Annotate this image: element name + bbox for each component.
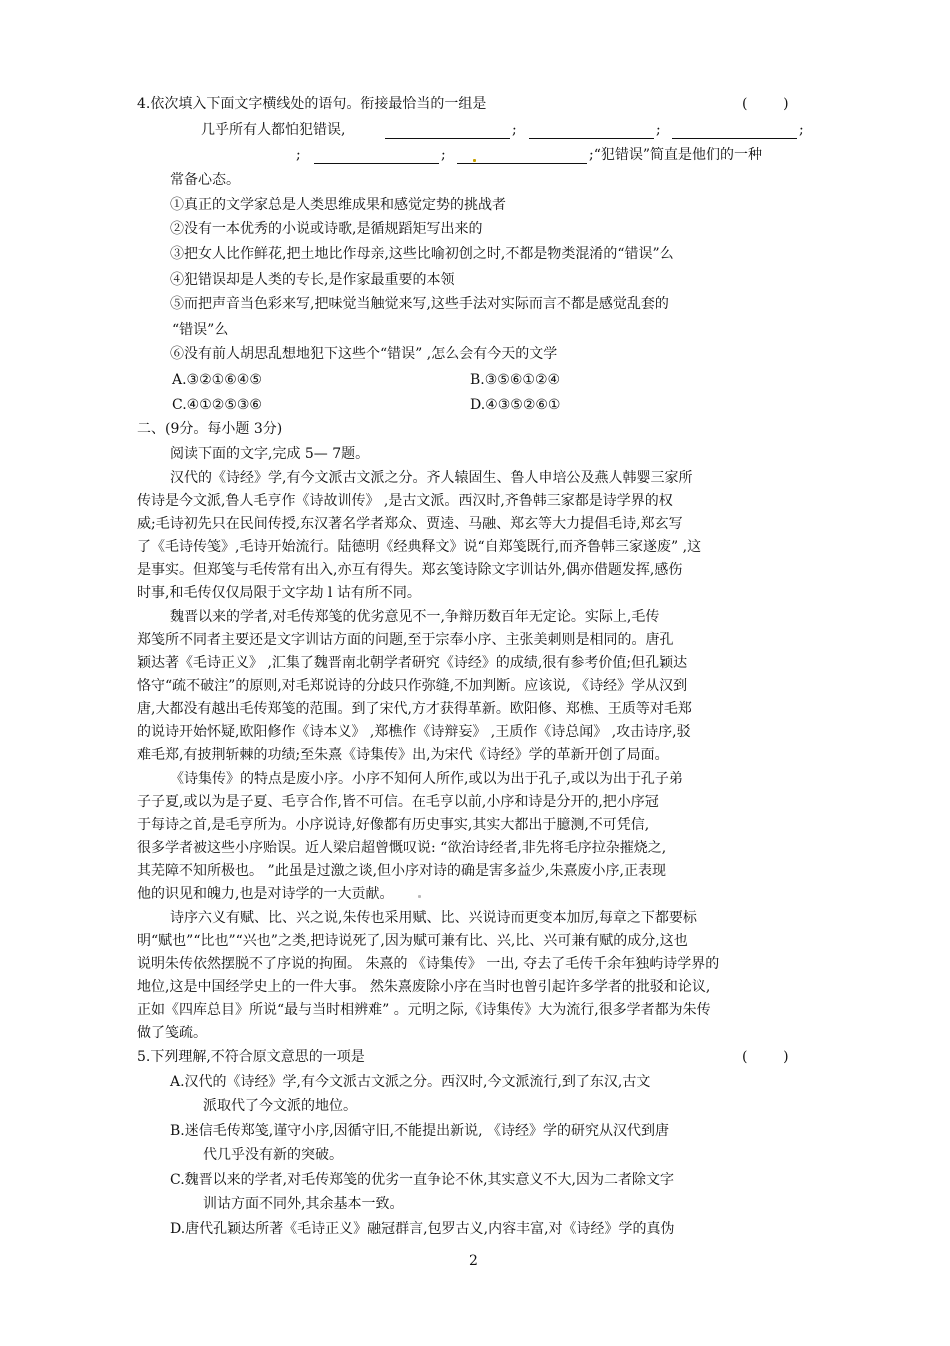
passage-line: 其芜障不知所极也。 ”此虽是过激之谈,但小序对诗的确是害多益少,朱熹废小序,正表现 (137, 863, 666, 879)
passage-line: 是事实。但郑笺与毛传常有出入,亦互有得失。郑玄笺诗除文字训诂外,偶亦借题发挥,感伤 (137, 562, 683, 578)
passage-line: 颖达著《毛诗正义》 ,汇集了魏晋南北朝学者研究《诗经》的成绩,很有参考价值;但孔颖达 (137, 655, 688, 671)
passage-line: 唐,大都没有越出毛传郑笺的范围。到了宋代,方才获得革新。欧阳修、郑樵、王质等对毛郑 (137, 701, 692, 717)
passage-line: 地位,这是中国经学史上的一件大事。 然朱熹废除小序在当时也曾引起许多学者的批驳和论议, (137, 979, 711, 995)
passage-line: 《诗集传》的特点是废小序。小序不知何人所作,或以为出于孔子,或以为出于孔子弟 (170, 771, 683, 787)
q5-option-b[interactable]: B.迷信毛传郑笺,谨守小序,因循守旧,不能提出新说, 《诗经》学的研究从汉代到唐 (170, 1123, 669, 1139)
passage-line: 正如《四库总目》所说“最与当时相辨难” 。元明之际,《诗集传》大为流行,很多学者都为朱传 (137, 1002, 711, 1018)
q4-option-1: ①真正的文学家总是人类思维成果和感觉定势的挑战者 (170, 197, 506, 213)
passage-line: 郑笺所不同者主要还是文字训诂方面的问题,至于宗奉小序、主张美刺则是相同的。唐孔 (137, 632, 674, 648)
q4-choice-a[interactable]: A.③②①⑥④⑤ (172, 372, 262, 388)
q4-stem: 4.依次填入下面文字横线处的语句。衔接最恰当的一组是 (137, 96, 487, 112)
q4-choice-c[interactable]: C.④①②⑤③⑥ (172, 397, 262, 413)
passage-line: 难毛郑,有披荆斩棘的功绩;至朱熹《诗集传》出,为宋代《诗经》学的革新开创了局面。 (137, 747, 669, 763)
q4-sep-2: ; (656, 122, 661, 138)
q5-option-d[interactable]: D.唐代孔颖达所著《毛诗正义》融冠群言,包罗古义,内容丰富,对《诗经》学的真伪 (170, 1221, 675, 1237)
passage-line: 汉代的《诗经》学,有今文派古文派之分。齐人辕固生、鲁人申培公及燕人韩婴三家所 (170, 470, 693, 486)
section2-instruction: 阅读下面的文字,完成 5— 7题。 (170, 446, 370, 462)
q4-passage-start: 几乎所有人都怕犯错误, (201, 122, 346, 138)
q4-blank-3[interactable] (672, 124, 797, 139)
q4-tail: ;“犯错误”简直是他们的一种 (589, 147, 763, 163)
q5-option-c[interactable]: C.魏晋以来的学者,对毛传郑笺的优劣一直争论不休,其实意义不大,因为二者除文字 (170, 1172, 675, 1188)
passage-line: 说明朱传依然摆脱不了序说的拘囿。 朱熹的 《诗集传》 一出, 夺去了毛传千余年独屿诗学界的 (137, 956, 720, 972)
passage-line: 威;毛诗初先只在民间传授,东汉著名学者郑众、贾逵、马融、郑玄等大力提倡毛诗,郑玄写 (137, 516, 683, 532)
q4-option-4: ④犯错误却是人类的专长,是作家最重要的本领 (170, 272, 455, 288)
q4-option-5: ⑤而把声音当色彩来写,把味觉当触觉来写,这些手法对实际而言不都是感觉乱套的 (170, 296, 669, 312)
passage-line: 明“赋也”“比也”“兴也”之类,把诗说死了,因为赋可兼有比、兴,比、兴可兼有赋的成分,这也 (137, 933, 688, 949)
passage-line: 子子夏,或以为是子夏、毛亨合作,皆不可信。在毛亨以前,小序和诗是分开的,把小序冠 (137, 794, 659, 810)
q4-option-6: ⑥没有前人胡思乱想地犯下这些个“错误” ,怎么会有今天的文学 (170, 346, 558, 362)
passage-line: 的说诗开始怀疑,欧阳修作《诗本义》 ,郑樵作《诗辩妄》 ,王质作《诗总闻》 ,攻击诗序,驳 (137, 724, 691, 740)
passage-line: 于每诗之首,是毛亨所为。小序说诗,好像都有历史事实,其实大都出于臆测,不可凭信, (137, 817, 650, 833)
q4-option-2: ②没有一本优秀的小说或诗歌,是循规蹈矩写出来的 (170, 221, 483, 237)
q5-option-a-cont: 派取代了今文派的地位。 (203, 1098, 357, 1114)
passage-line: 了《毛诗传笺》,毛诗开始流行。陆德明《经典释文》说“自郑笺既行,而齐鲁韩三家遂废” ,这 (137, 539, 702, 555)
q5-option-a[interactable]: A.汉代的《诗经》学,有今文派古文派之分。西汉时,今文派流行,到了东汉,古文 (170, 1074, 651, 1090)
q4-sep-4: ; (296, 147, 301, 163)
q5-option-c-cont: 训诂方面不同外,其余基本一致。 (203, 1196, 404, 1212)
passage-line: 魏晋以来的学者,对毛传郑笺的优劣意见不一,争辩历数百年无定论。实际上,毛传 (170, 609, 660, 625)
q4-option-5-cont: “错误”么 (172, 322, 229, 338)
q4-passage-line-1 (201, 120, 345, 140)
passage-line: 恪守“疏不破注”的原则,对毛郑说诗的分歧只作弥缝,不加判断。应该说, 《诗经》学从汉到 (137, 678, 688, 694)
ink-speck (473, 159, 476, 162)
passage-line: 很多学者被这些小序贻误。近人梁启超曾慨叹说: “欲治诗经者,非先将毛序拉杂摧烧之, (137, 840, 667, 856)
q4-blank-5[interactable] (457, 149, 587, 164)
q5-option-b-cont: 代几乎没有新的突破。 (203, 1147, 343, 1163)
page-number: 2 (469, 1253, 478, 1269)
ink-speck (418, 895, 421, 898)
q4-answer-paren: ( ) (742, 96, 789, 112)
q4-option-3: ③把女人比作鲜花,把土地比作母亲,这些比喻初创之时,不都是物类混淆的“错误”么 (170, 246, 674, 262)
passage-line: 传诗是今文派,鲁人毛亨作《诗故训传》 ,是古文派。西汉时,齐鲁韩三家都是诗学界的权 (137, 493, 673, 509)
passage-line: 时事,和毛传仅仅局限于文字劫 l 诂有所不同。 (137, 585, 421, 601)
q5-answer-paren: ( ) (742, 1049, 789, 1065)
q4-blank-1[interactable] (385, 124, 510, 139)
passage-line: 诗序六义有赋、比、兴之说,朱传也采用赋、比、兴说诗而更变本加厉,每章之下都要标 (170, 910, 697, 926)
q4-sep-5: ; (441, 147, 446, 163)
passage-line: 他的识见和魄力,也是对诗学的一大贡献。 (137, 886, 394, 902)
q4-sep-3: ; (799, 122, 804, 138)
q4-blank-2[interactable] (529, 124, 654, 139)
q4-choice-d[interactable]: D.④③⑤②⑥① (470, 397, 561, 413)
q4-blank-4[interactable] (314, 149, 439, 164)
q5-stem: 5.下列理解,不符合原文意思的一项是 (137, 1049, 365, 1065)
q4-sep-1: ; (512, 122, 517, 138)
q4-choice-b[interactable]: B.③⑤⑥①②④ (470, 372, 561, 388)
passage-line: 做了笺疏。 (137, 1025, 207, 1041)
section2-heading: 二、(9分。每小题 3分) (137, 421, 283, 437)
q4-tail-2: 常备心态。 (170, 172, 240, 188)
